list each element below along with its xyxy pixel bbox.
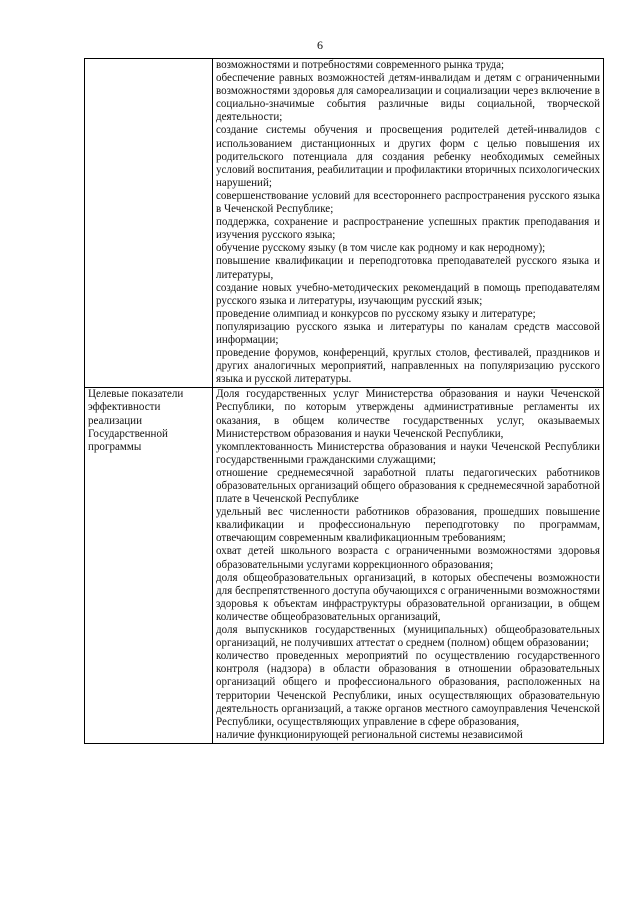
list-item: создание новых учебно-методических рекомендаций в помощь преподавателям русского языка и литературы, изучающим русский язык; (216, 281, 600, 307)
list-item: доля общеобразовательных организаций, в которых обеспечены возможности для беспрепятственного доступа обучающихся с ограниченными возможностями здоровья к объектам инфраструктуры образовательной организации, в общем количестве общеобразовательных организаций, (216, 571, 600, 623)
list-item: возможностями и потребностями современного рынка труда; (216, 59, 505, 71)
table-row (85, 59, 604, 388)
list-item: проведение олимпиад и конкурсов по русскому языку и литературе; (216, 307, 536, 320)
list-item: охват детей школьного возраста с ограниченными возможностями здоровья образовательными услугами коррекционного образования; (216, 545, 600, 571)
list-item: популяризацию русского языка и литературы по каналам средств массовой информации; (216, 320, 600, 346)
list-item: Доля государственных услуг Министерства образования и науки Чеченской Республики, по которым утверждены административные регламенты их оказания, в общем количестве государственных услуг, оказываемых Министерством образования и науки Чеченской Республики, (216, 388, 600, 440)
list-item: отношение среднемесячной заработной платы педагогических работников образовательных организаций общего образования к среднемесячной заработной плате в Чеченской Республике (216, 466, 600, 506)
row-content-cell (213, 388, 604, 744)
list-item: проведение форумов, конференций, круглых столов, фестивалей, праздников и других аналогичных мероприятий, направленных на популяризацию русского языка и русской литературы. (216, 347, 600, 386)
list-item: повышение квалификации и переподготовка преподавателей русского языка и литературы, (216, 255, 600, 281)
list-item: наличие функционирующей региональной системы независимой (216, 728, 523, 741)
row-label-cell (85, 59, 213, 388)
list-item: совершенствование условий для всестороннего распространения русского языка в Чеченской Республике; (216, 189, 600, 216)
list-item: создание системы обучения и просвещения родителей детей-инвалидов с использованием дистанционных и других форм с целью повышения их родительского потенциала для создания ребенку необходимых семейных условий воспитания, реабилитации и профилактики вторичных психологических нарушений; (216, 124, 601, 189)
list-item: поддержка, сохранение и распространение успешных практик преподавания и изучения русского языка; (216, 216, 600, 242)
table-row (85, 388, 604, 744)
page-number: 6 (317, 38, 323, 52)
list-item: укомплектованность Министерства образования и науки Чеченской Республики государственными гражданскими служащими; (216, 440, 600, 466)
list-item: удельный вес численности работников образования, прошедших повышение квалификации и профессиональную переподготовку по программам, отвечающим современным квалификационным требованиям; (216, 506, 600, 545)
row-label-cell: Целевые показатели эффективности реализации Государственной программы (85, 388, 213, 744)
list-item: обеспечение равных возможностей детям-инвалидам и детям с ограниченными возможностями здоровья для самореализации и социализации через включение в социально-значимые события различные виды социальной, творческой деятельности; (216, 72, 600, 124)
program-passport-table (84, 58, 604, 744)
list-item: доля выпускников государственных (муниципальных) общеобразовательных организаций, не получивших аттестат о среднем (полном) общем образовании; (216, 624, 600, 650)
row-content-cell (213, 59, 604, 388)
list-item: обучение русскому языку (в том числе как родному и как неродному); (216, 242, 546, 255)
list-item: количество проведенных мероприятий по осуществлению государственного контроля (надзора) в области образования в отношении образовательных организаций общего и профессионального образования, расположенных на территории Чеченской Республики, иных осуществляющих образовательную деятельность организаций, а также органов местного самоуправления Чеченской Республики, осуществляющих управление в сфере образования, (216, 650, 600, 728)
